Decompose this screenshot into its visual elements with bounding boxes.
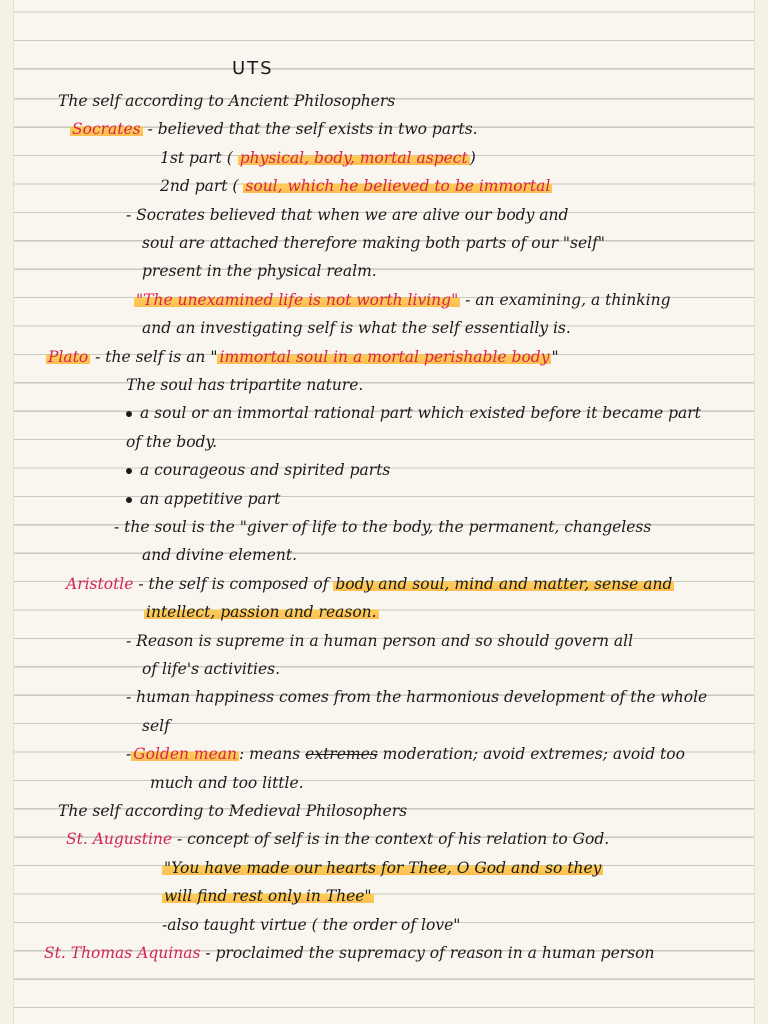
note-text: The self according to Medieval Philosophers (58, 802, 408, 820)
note-text: and divine element. (142, 546, 298, 565)
note-line (14, 826, 754, 852)
philosopher-label: Socrates (72, 120, 141, 139)
note-line (14, 258, 754, 284)
note-line (14, 116, 754, 142)
note-line (14, 912, 754, 938)
note-text: and an investigating self is what the self essentially is. (142, 319, 571, 338)
note-line (14, 230, 754, 256)
note-line (14, 571, 754, 597)
note-line (14, 741, 754, 767)
note-line (14, 656, 754, 682)
bullet-icon (126, 497, 132, 503)
note-line (14, 429, 754, 455)
philosopher-label: St. Thomas Aquinas (44, 944, 201, 962)
note-line (14, 684, 754, 710)
philosopher-label: Plato (48, 347, 89, 366)
note-line (14, 514, 754, 540)
note-line (14, 344, 754, 370)
highlighted-text: will find rest only in Thee" (164, 887, 372, 906)
notebook-page (14, 0, 754, 1024)
philosopher-label: St. Augustine (66, 830, 173, 849)
note-text: an appetitive part (140, 489, 281, 508)
note-text: much and too little. (150, 773, 304, 792)
note-line (14, 457, 754, 483)
highlighted-text: Golden mean (133, 745, 238, 764)
note-text: " (551, 347, 559, 366)
note-line (14, 883, 754, 909)
note-text: The self according to Ancient Philosophers (58, 92, 396, 110)
note-line (14, 315, 754, 341)
note-text: - concept of self is in the context of his relation to God. (172, 830, 610, 849)
note-line (14, 400, 754, 426)
note-text: moderation; avoid extremes; avoid too (377, 745, 685, 764)
note-line (14, 770, 754, 796)
highlighted-text: "The unexamined life is not worth living" (136, 290, 459, 309)
note-line (14, 798, 754, 824)
note-text: - the self is composed of (133, 574, 334, 593)
note-text: soul are attached therefore making both parts of our "self" (142, 234, 605, 252)
note-line (14, 855, 754, 881)
page-title: UTS (232, 58, 274, 79)
note-text: -also taught virtue ( the order of love" (162, 915, 461, 934)
note-line (14, 145, 754, 171)
highlighted-text: immortal soul in a mortal perishable body (219, 347, 550, 366)
note-line (14, 173, 754, 199)
note-line (14, 940, 754, 966)
note-line (14, 202, 754, 228)
highlighted-text: "You have made our hearts for Thee, O God and so they (164, 858, 602, 877)
note-text: a soul or an immortal rational part which existed before it became part (140, 404, 701, 423)
note-line (14, 287, 754, 313)
note-line (14, 88, 754, 114)
philosopher-label: Aristotle (66, 574, 134, 593)
note-text: - human happiness comes from the harmonious development of the whole (126, 688, 708, 707)
note-text: of the body. (126, 432, 218, 451)
highlighted-text: body and soul, mind and matter, sense and (335, 574, 673, 593)
note-text: present in the physical realm. (142, 262, 377, 281)
note-text: ) (469, 148, 476, 167)
note-text: a courageous and spirited parts (140, 461, 391, 480)
highlighted-text: intellect, passion and reason. (146, 603, 377, 622)
note-text: - (126, 745, 132, 764)
note-line (14, 542, 754, 568)
note-line (14, 486, 754, 512)
note-text: extremes (305, 745, 378, 764)
note-text: The soul has tripartite nature. (126, 376, 364, 394)
note-text: 2nd part ( (160, 177, 244, 196)
highlighted-text: physical, body, mortal aspect (239, 148, 468, 167)
note-text: - an examining, a thinking (460, 290, 671, 309)
bullet-icon (126, 468, 132, 474)
highlighted-text: soul, which he believed to be immortal (245, 177, 551, 196)
note-line (14, 713, 754, 739)
bullet-icon (126, 411, 132, 417)
note-text: self (142, 716, 170, 735)
note-text: - the self is an " (90, 347, 218, 366)
note-text: - proclaimed the supremacy of reason in a human person (200, 944, 655, 962)
note-line (14, 372, 754, 398)
note-text: - believed that the self exists in two parts. (142, 120, 478, 139)
note-line (14, 599, 754, 625)
note-text: - Socrates believed that when we are alive our body and (126, 205, 569, 224)
note-text: of life's activities. (142, 660, 281, 678)
note-text: 1st part ( (160, 148, 238, 167)
note-line (14, 628, 754, 654)
note-text: : means (239, 745, 306, 764)
note-text: - the soul is the "giver of life to the body, the permanent, changeless (114, 518, 652, 536)
note-text: - Reason is supreme in a human person and so should govern all (126, 631, 634, 650)
